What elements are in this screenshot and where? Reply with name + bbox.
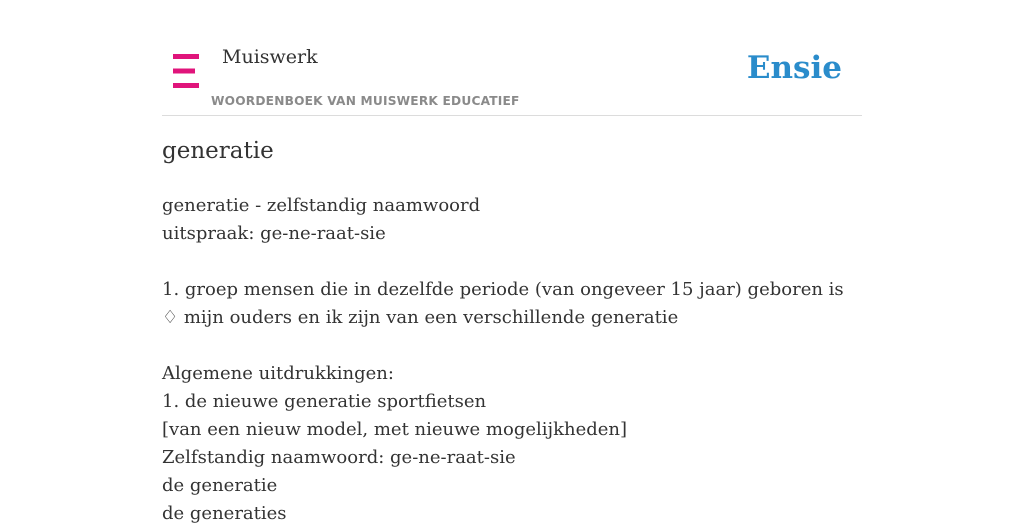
singular-form-line: de generatie (162, 475, 278, 496)
blank-line (162, 248, 862, 276)
pronunciation-line: uitspraak: ge-ne-raat-sie (162, 223, 386, 244)
ensie-link[interactable]: Ensie (746, 50, 842, 86)
expression-line: 1. de nieuwe generatie sportfietsen (162, 391, 487, 412)
example-line: ♢ mijn ouders en ik zijn van een verschillende generatie (162, 307, 679, 328)
plural-form-line: de generaties (162, 503, 287, 524)
meaning-line: 1. groep mensen die in dezelfde periode (van ongeveer 15 jaar) geboren is (162, 279, 844, 300)
brand-name[interactable]: Muiswerk (222, 46, 318, 68)
blank-line (162, 332, 862, 360)
entry-title: generatie (162, 138, 274, 164)
muiswerk-logo-icon[interactable] (173, 54, 199, 88)
definition-text (162, 192, 862, 528)
word-class-line: generatie - zelfstandig naamwoord (162, 195, 481, 216)
site-header (162, 40, 862, 116)
brand-subtitle: WOORDENBOEK VAN MUISWERK EDUCATIEF (211, 94, 520, 108)
noun-pronunciation-line: Zelfstandig naamwoord: ge-ne-raat-sie (162, 447, 516, 468)
expressions-heading: Algemene uitdrukkingen: (162, 363, 394, 384)
expression-explanation-line: [van een nieuw model, met nieuwe mogelijkheden] (162, 419, 628, 440)
